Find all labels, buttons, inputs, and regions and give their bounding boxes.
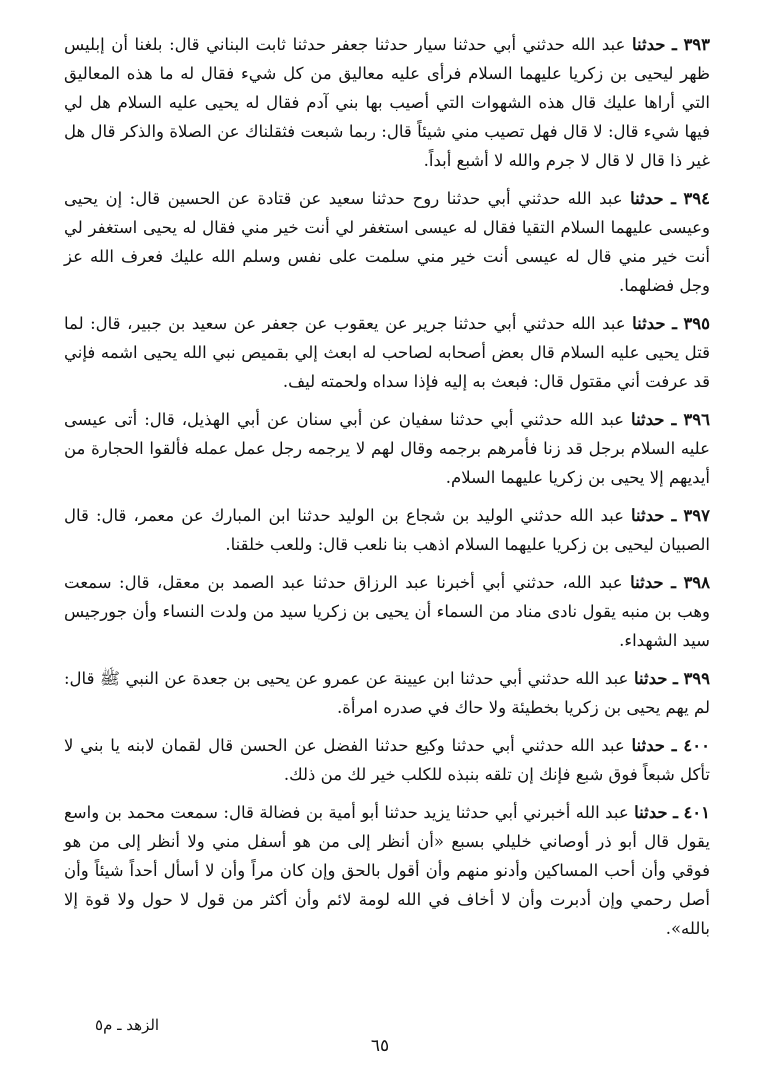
hadith-separator: ـ: [672, 314, 677, 333]
hadith-keyword: حدثنا: [634, 803, 668, 822]
hadith-398: [64, 568, 710, 655]
hadith-text: عبد الله حدثني أبي حدثنا سيار حدثنا جعفر حدثنا ثابت البناني قال: بلغنا أن إبليس ظهر ليحيى بن زكريا عليهما السلام فرأى عليه معاليق من كل شيء فقال له ما هذه المعاليق التي أراها عليك قال هذه الشهوات التي أصيب بها بني آدم فقال له يحيى عليه السلام هل لي فيها شيء قال: لا قال فهل تصيب مني شيئاً قال: ربما شبعت فثقلناك عن الصلاة والذكر قال هل غير ذا قال لا قال لا جرم والله لا أشبع أبداً.: [64, 35, 710, 170]
hadith-number: ٤٠٠: [683, 736, 710, 755]
hadith-text: عبد الله حدثني أبي حدثنا روح حدثنا سعيد عن قتادة عن الحسين قال: إن يحيى وعيسى عليهما السلام التقيا فقال له عيسى استغفر لي أنت خير مني فقال له يحيى استغفر لي أنت خير مني قال له عيسى أنت خير مني سلمت على نفس وسلم الله عليك فعرف الله عز وجل فضلهما.: [64, 189, 710, 295]
hadith-separator: ـ: [671, 736, 677, 755]
hadith-number: ٣٩٤: [683, 189, 711, 208]
hadith-separator: ـ: [671, 573, 676, 592]
hadith-399: [64, 664, 710, 722]
hadith-number: ٣٩٣: [683, 35, 711, 54]
hadith-separator: ـ: [673, 669, 678, 688]
hadith-text: عبد الله حدثني الوليد بن شجاع بن الوليد حدثنا ابن المبارك عن معمر، قال: قال الصبيان ليحيى بن زكريا عليهما السلام اذهب بنا نلعب قال: وللعب خلقنا.: [64, 506, 710, 554]
hadith-separator: ـ: [671, 506, 677, 525]
hadith-list: [64, 30, 710, 952]
hadith-separator: ـ: [673, 803, 678, 822]
hadith-keyword: حدثنا: [630, 189, 664, 208]
hadith-text: عبد الله، حدثني أبي أخبرنا عبد الرزاق حدثنا عبد الصمد بن معقل، قال: سمعت وهب بن منبه يقول نادى مناد من السماء أن يحيى بن زكريا سيد من ولدت النساء وأن جورجيس سيد الشهداء.: [64, 573, 710, 650]
hadith-text: عبد الله حدثني أبي حدثنا سفيان عن أبي سنان عن أبي الهذيل، قال: أتى عيسى عليه السلام برجل قد زنا فأمرهم برجمه وقال لهم لا يرجمه رجل عمل عمله فألقوا الحجارة من أيديهم إلا يحيى بن زكريا عليهما السلام.: [64, 410, 710, 487]
hadith-number: ٤٠١: [683, 803, 711, 822]
hadith-keyword: حدثنا: [633, 669, 668, 688]
page-number: ٦٥: [370, 1036, 390, 1056]
hadith-number: ٣٩٩: [683, 669, 711, 688]
hadith-keyword: حدثنا: [631, 35, 666, 54]
book-signature-label: الزهد ـ م٥: [95, 1016, 160, 1034]
hadith-separator: ـ: [671, 189, 676, 208]
hadith-keyword: حدثنا: [632, 314, 666, 333]
hadith-separator: ـ: [671, 410, 677, 429]
hadith-keyword: حدثنا: [630, 573, 664, 592]
hadith-396: [64, 405, 710, 492]
hadith-keyword: حدثنا: [631, 736, 665, 755]
hadith-text: عبد الله حدثني أبي حدثنا وكيع حدثنا الفضل عن الحسن قال لقمان لابنه يا بني لا تأكل شبعاً فوق شبع فإنك إن تلقه بنبذه للكلب خير لك من ذلك.: [64, 736, 710, 784]
hadith-number: ٣٩٦: [683, 410, 710, 429]
hadith-397: [64, 501, 710, 559]
hadith-number: ٣٩٧: [683, 506, 710, 525]
hadith-keyword: حدثنا: [631, 410, 665, 429]
hadith-400: [64, 731, 710, 789]
hadith-separator: ـ: [672, 35, 677, 54]
hadith-number: ٣٩٨: [683, 573, 711, 592]
hadith-text: عبد الله حدثني أبي حدثنا جرير عن يعقوب عن جعفر عن سعيد بن جبير، قال: لما قتل يحيى عليه السلام قال بعض أصحابه لصاحب له ابعث إلي بقميص نبي الله يحيى اشمه فإني قد عرفت أني مقتول قال: فبعث به إليه فإذا سداه ولحمته ليف.: [64, 314, 710, 391]
hadith-395: [64, 309, 710, 396]
hadith-keyword: حدثنا: [630, 506, 665, 525]
hadith-number: ٣٩٥: [683, 314, 711, 333]
hadith-text: عبد الله حدثني أبي حدثنا ابن عيينة عن عمرو عن يحيى بن جعدة عن النبي ﷺ قال: لم يهم يحيى بن زكريا بخطيئة ولا حاك في صدره امرأة.: [64, 669, 710, 717]
hadith-393: [64, 30, 710, 175]
hadith-text: عبد الله أخبرني أبي حدثنا يزيد حدثنا أبو أمية بن فضالة قال: سمعت محمد بن واسع يقول قال أبو ذر أوصاني خليلي بسبع «أن أنظر إلى من هو أسفل مني ولا أنظر إلى من هو فوقي وأن أحب المساكين وأدنو منهم وأن أقول بالحق وإن كان مراً وأن لا أسأل أحداً شيئاً وأن أصل رحمي وإن أدبرت وأن لا أخاف في الله لومة لائم وأن أكثر من قول لا حول ولا قوة إلا بالله».: [64, 803, 710, 938]
hadith-394: [64, 184, 710, 300]
hadith-401: [64, 798, 710, 943]
